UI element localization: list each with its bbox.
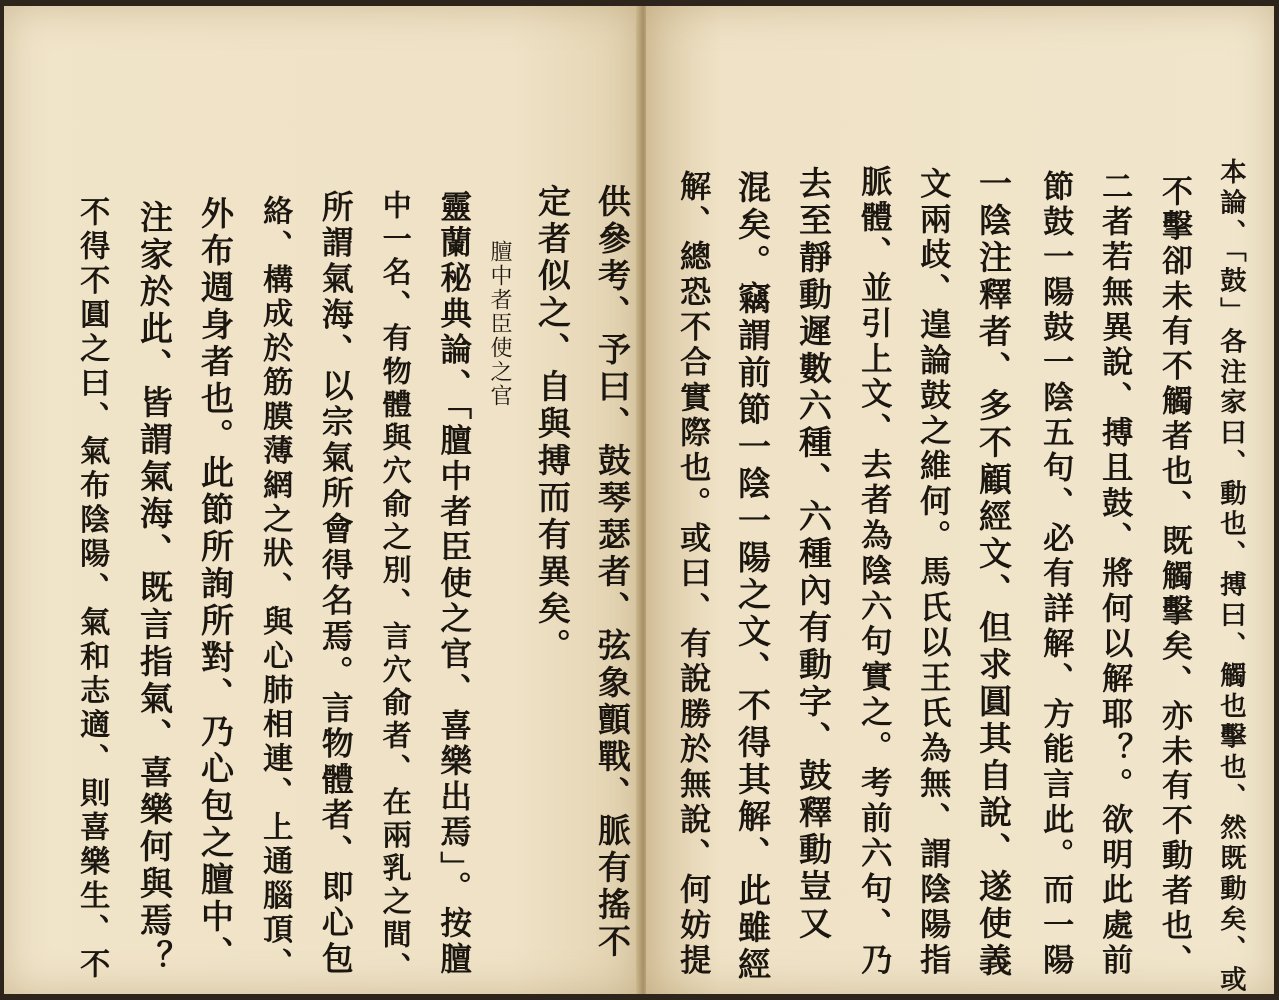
left-column-8: 外布週身者也。此節所詢所對、乃心包之膻中、 (196, 196, 235, 973)
left-column-10: 不得不圓之曰、氣布陰陽、氣和志適、則喜樂生、不 (74, 196, 110, 982)
right-column-10: 解、總恐不合實際也。或曰、有說勝於無說、何妨提 (674, 170, 711, 979)
section-heading-column: 膻中者臣使之官 (487, 240, 512, 408)
left-column-2: 定者似之、自與搏而有異矣。 (533, 184, 572, 665)
left-column-1: 供參考、予曰、鼓琴瑟者、弦象顫戰、脈有搖不 (593, 184, 632, 961)
left-column-9: 注家於此、皆謂氣海、既言指氣、喜樂何與焉？ (135, 200, 174, 977)
left-column-4: 靈蘭秘典論、「膻中者臣使之官、喜樂出焉」。按膻 (435, 190, 473, 978)
right-column-9: 混矣。竊謂前節一陰一陽之文、不得其解、此雖經 (733, 170, 772, 984)
right-column-3: 二者若無異說、搏且鼓、將何以解耶？。欲明此處前 (1096, 170, 1133, 979)
right-column-8: 去至靜動遲數六種、六種內有動字、鼓釋動豈又 (794, 166, 833, 943)
right-column-7: 脈體、並引上文、去者為陰六句實之。考前六句、乃 (855, 165, 892, 979)
left-column-6: 所謂氣海、以宗氣所會得名焉。言物體者、即心包 (316, 190, 354, 978)
right-column-5: 一陰注釋者、多不顧經文、但求圓其自說、遂使義 (974, 166, 1013, 980)
right-column-2: 不擊卻未有不觸者也、既觸擊矣、亦未有不動者也、 (1155, 175, 1192, 980)
right-column-4: 節鼓一陽鼓一陰五句、必有詳解、方能言此。而一陽 (1037, 170, 1074, 979)
left-column-7: 絡、構成於筋膜薄網之狀、與心肺相連、上通腦頂、 (257, 195, 293, 982)
left-column-5: 中一名、有物體與穴俞之別、言穴俞者、在兩乳之間、 (378, 190, 413, 986)
right-column-6: 文兩歧、遑論鼓之維何。馬氏以王氏為無、謂陰陽指 (914, 167, 951, 979)
right-column-1: 本論、「鼓」各注家曰、動也、搏曰、觸也擊也、然既動矣、或 (1215, 158, 1247, 996)
